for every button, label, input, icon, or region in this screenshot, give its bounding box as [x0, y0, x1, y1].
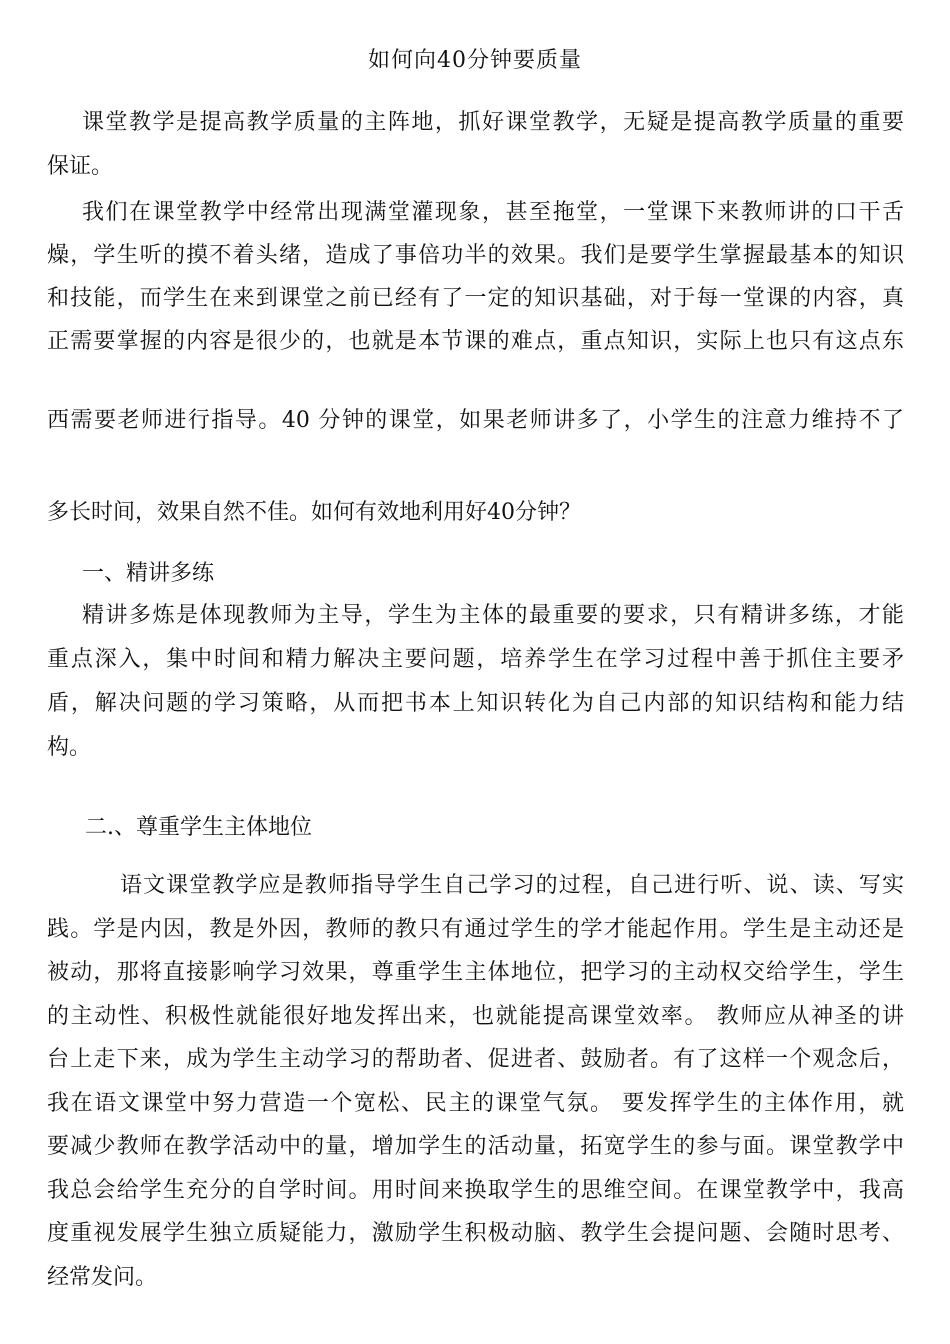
- document-title: 如何向40分钟要质量: [368, 48, 582, 73]
- section2-line-2: 践。学是内因，教是外因，教师的教只有通过学生的学才能起作用。学生是主动还是: [47, 917, 904, 942]
- section2-line-6: 我在语文课堂中努力营造一个宽松、民主的课堂气氛。 要发挥学生的主体作用，就: [47, 1091, 904, 1116]
- para2-line-6: 多长时间，效果自然不佳。如何有效地利用好40分钟？: [47, 500, 581, 525]
- section2-heading: 二.、尊重学生主体地位: [85, 815, 312, 840]
- section2-line-7: 要减少教师在教学活动中的量，增加学生的活动量，拓宽学生的参与面。课堂教学中: [47, 1134, 904, 1159]
- section2-line-10: 经常发问。: [47, 1265, 158, 1290]
- intro-line-2: 保证。: [47, 154, 114, 179]
- section2-line-9: 度重视发展学生独立质疑能力，激励学生积极动脑、教学生会提问题、会随时思考、: [47, 1221, 904, 1246]
- section1-line-4: 构。: [47, 735, 92, 760]
- section2-line-5: 台上走下来，成为学生主动学习的帮助者、促进者、鼓励者。有了这样一个观念后，: [47, 1047, 904, 1072]
- section2-line-1: 语文课堂教学应是教师指导学生自己学习的过程，自己进行听、说、读、写实: [120, 873, 904, 898]
- section2-line-3: 被动，那将直接影响学习效果，尊重学生主体地位，把学习的主动权交给学生，学生: [47, 960, 904, 985]
- para2-line-2: 燥，学生听的摸不着头绪，造成了事倍功半的效果。我们是要学生掌握最基本的知识: [47, 243, 904, 268]
- para2-line-5: 西需要老师进行指导。40 分钟的课堂，如果老师讲多了，小学生的注意力维持不了: [47, 408, 904, 433]
- section1-line-3: 盾，解决问题的学习策略，从而把书本上知识转化为自己内部的知识结构和能力结: [47, 691, 904, 716]
- section2-line-4: 的主动性、积极性就能很好地发挥出来，也就能提高课堂效率。 教师应从神圣的讲: [47, 1004, 904, 1029]
- section1-line-1: 精讲多炼是体现教师为主导，学生为主体的最重要的要求，只有精讲多练，才能: [82, 603, 904, 628]
- section2-line-8: 我总会给学生充分的自学时间。用时间来换取学生的思维空间。在课堂教学中，我高: [47, 1178, 904, 1203]
- section1-heading: 一、精讲多练: [82, 561, 215, 586]
- intro-line-1: 课堂教学是提高教学质量的主阵地，抓好课堂教学，无疑是提高教学质量的重要: [82, 110, 904, 135]
- section1-line-2: 重点深入，集中时间和精力解决主要问题，培养学生在学习过程中善于抓住主要矛: [47, 647, 904, 672]
- para2-line-1: 我们在课堂教学中经常出现满堂灌现象，甚至拖堂，一堂课下来教师讲的口干舌: [82, 200, 904, 225]
- para2-line-3: 和技能，而学生在来到课堂之前已经有了一定的知识基础，对于每一堂课的内容，真: [47, 286, 904, 311]
- para2-line-4: 正需要掌握的内容是很少的，也就是本节课的难点，重点知识，实际上也只有这点东: [47, 329, 904, 354]
